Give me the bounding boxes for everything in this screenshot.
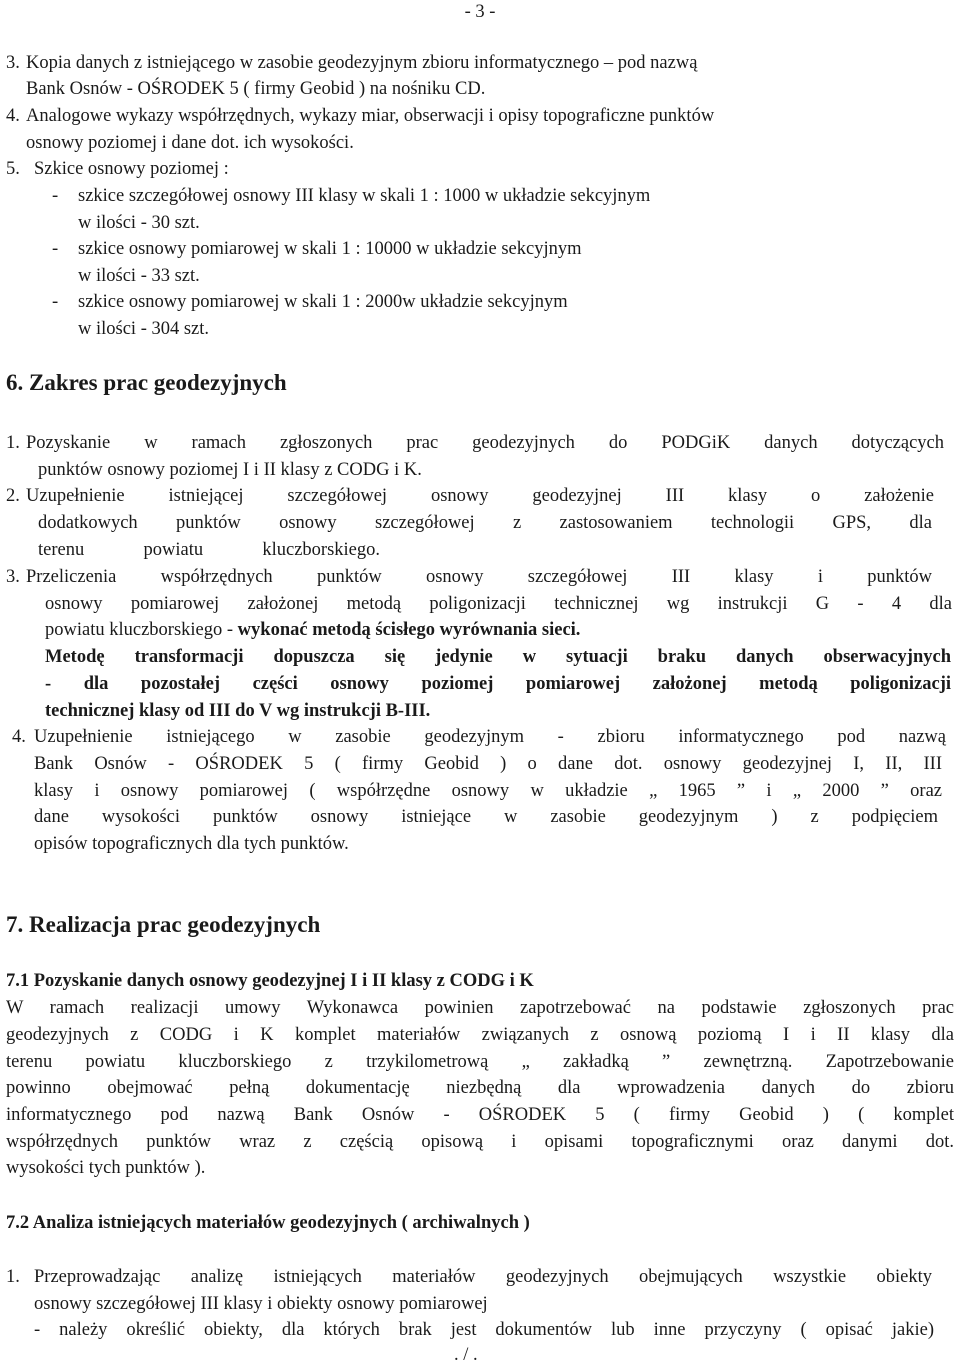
sketch-line: szkice szczegółowej osnowy III klasy w skali 1 : 1000 w układzie sekcyjnym: [78, 186, 651, 206]
sketch-line: szkice osnowy pomiarowej w skali 1 : 2000w układzie sekcyjnym: [78, 292, 568, 312]
sketch-count: w ilości - 304 szt.: [78, 319, 210, 339]
section-heading: 6. Zakres prac geodezyjnych: [6, 370, 287, 395]
item-text: powiatu kluczborskiego -: [45, 620, 238, 640]
item-number: 3.: [6, 567, 20, 587]
bold-line: - dla pozostałej części osnowy poziomej pomiarowej założonej metodą poligonizacji: [45, 674, 951, 694]
item-line: Analogowe wykazy współrzędnych, wykazy miar, obserwacji i opisy topograficzne punktów: [26, 106, 715, 126]
item-line: osnowy pomiarowej założonej metodą poligonizacji technicznej wg instrukcji G - 4 dla: [45, 594, 952, 614]
item-number: 4.: [6, 106, 20, 126]
paragraph-line: terenu powiatu kluczborskiego z trzykilometrową „ zakładką ” zewnętrzną. Zapotrzebowanie: [6, 1052, 954, 1072]
page-number: - 3 -: [464, 2, 496, 22]
item-line: Kopia danych z istniejącego w zasobie geodezyjnym zbioru informatycznego – pod nazwą: [26, 53, 698, 73]
item-line: osnowy szczegółowej III klasy i obiekty osnowy pomiarowej: [34, 1294, 488, 1314]
dash-line: - należy określić obiekty, dla których brak jest dokumentów lub inne przyczyny ( opisać jakie): [34, 1320, 934, 1340]
item-line: Bank Osnów - OŚRODEK 5 ( firmy Geobid ) o dane dot. osnowy geodezyjnej I, II, III: [34, 754, 942, 774]
item-line: osnowy poziomej i dane dot. ich wysokości.: [26, 133, 354, 153]
dash: -: [52, 239, 59, 259]
item-line: Uzupełnienie istniejącej szczegółowej osnowy geodezyjnej III klasy o założenie: [26, 486, 934, 506]
item-line: Szkice osnowy poziomej :: [34, 159, 229, 179]
item-line: Przeprowadzając analizę istniejących materiałów geodezyjnych obejmujących wszystkie obiekty: [34, 1267, 932, 1287]
item-number: 3.: [6, 53, 20, 73]
subsection-heading: 7.2 Analiza istniejących materiałów geodezyjnych ( archiwalnych ): [6, 1213, 530, 1233]
item-line: terenu powiatu kluczborskiego.: [38, 540, 380, 560]
paragraph-line: współrzędnych punktów wraz z częścią opisową i opisami topograficznymi oraz danymi dot.: [6, 1132, 954, 1152]
item-line: dodatkowych punktów osnowy szczegółowej z zastosowaniem technologii GPS, dla: [38, 513, 932, 533]
dash: -: [52, 186, 59, 206]
item-line: Pozyskanie w ramach zgłoszonych prac geodezyjnych do PODGiK danych dotyczących: [26, 433, 944, 453]
bold-line: technicznej klasy od III do V wg instrukcji B-III.: [45, 701, 431, 721]
paragraph-line: W ramach realizacji umowy Wykonawca powinien zapotrzebować na podstawie zgłoszonych prac: [6, 998, 954, 1018]
paragraph-line: informatycznego pod nazwą Bank Osnów - OŚRODEK 5 ( firmy Geobid ) ( komplet: [6, 1105, 954, 1125]
sketch-count: w ilości - 30 szt.: [78, 213, 200, 233]
item-text-bold: wykonać metodą ścisłego wyrównania sieci.: [237, 620, 581, 640]
item-line: Bank Osnów - OŚRODEK 5 ( firmy Geobid ) na nośniku CD.: [26, 79, 486, 99]
paragraph-line: powinno obejmować pełną dokumentację niezbędną dla wprowadzenia danych do zbioru: [6, 1078, 954, 1098]
sketch-line: szkice osnowy pomiarowej w skali 1 : 10000 w układzie sekcyjnym: [78, 239, 582, 259]
dash: -: [52, 292, 59, 312]
item-line: klasy i osnowy pomiarowej ( współrzędne osnowy w układzie „ 1965 ” i „ 2000 ” oraz: [34, 781, 942, 801]
item-line: opisów topograficznych dla tych punktów.: [34, 834, 349, 854]
paragraph-line: wysokości tych punktów ).: [6, 1158, 206, 1178]
item-number: 1.: [6, 1267, 20, 1287]
item-line: [45, 619, 580, 641]
continuation-mark: . / .: [454, 1345, 478, 1365]
subsection-heading: 7.1 Pozyskanie danych osnowy geodezyjnej I i II klasy z CODG i K: [6, 971, 534, 991]
item-line: Przeliczenia współrzędnych punktów osnowy szczegółowej III klasy i punktów: [26, 567, 932, 587]
item-number: 2.: [6, 486, 20, 506]
item-line: dane wysokości punktów osnowy istniejące w zasobie geodezyjnym ) z podpięciem: [34, 807, 938, 827]
section-heading: 7. Realizacja prac geodezyjnych: [6, 912, 321, 937]
item-line: punktów osnowy poziomej I i II klasy z CODG i K.: [38, 460, 422, 480]
sketch-count: w ilości - 33 szt.: [78, 266, 200, 286]
paragraph-line: geodezyjnych z CODG i K komplet materiałów związanych z osnową poziomą I i II klasy dla: [6, 1025, 954, 1045]
item-number: 1.: [6, 433, 20, 453]
item-number: 5.: [6, 159, 20, 179]
bold-line: Metodę transformacji dopuszcza się jedynie w sytuacji braku danych obserwacyjnych: [45, 647, 951, 667]
item-line: Uzupełnienie istniejącego w zasobie geodezyjnym - zbioru informatycznego pod nazwą: [34, 727, 946, 747]
item-number: 4.: [12, 727, 26, 747]
